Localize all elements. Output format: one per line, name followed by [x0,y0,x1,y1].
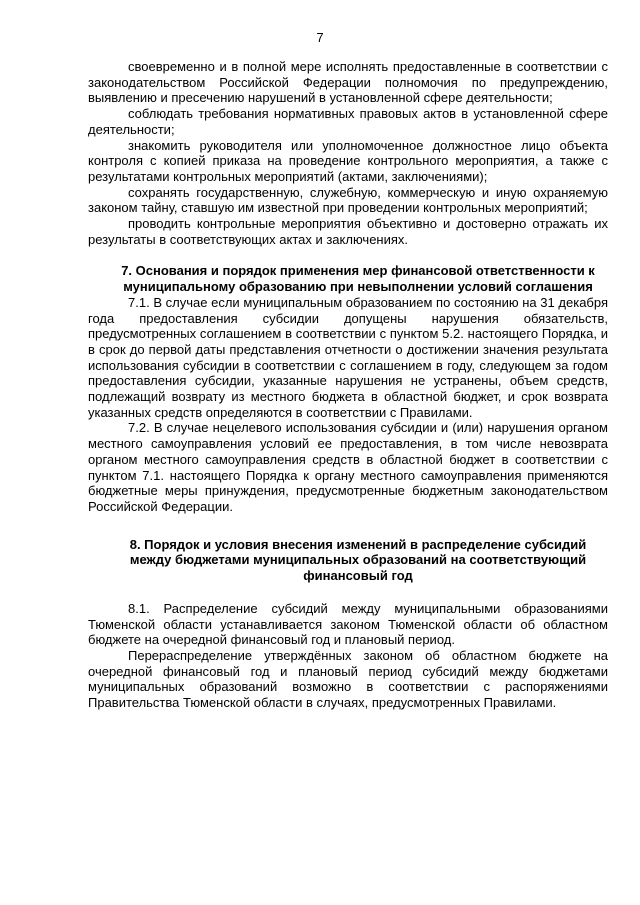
section-8-heading: 8. Порядок и условия внесения изменений в распределение субсидий между бюджетами муниципальных образований на соответствующий финансовый год [129,536,587,584]
list-item: проводить контрольные мероприятия объективно и достоверно отражать их результаты в соответствующих актах и заключениях. [88,216,608,247]
section-8-paragraph-1: 8.1. Распределение субсидий между муниципальными образованиями Тюменской области устанавливается законом Тюменской области об областном бюджете на очередной финансовый год и плановый период. [88,600,608,648]
section-8-paragraph-2: Перераспределение утверждённых законом об областном бюджете на очередной финансовый год и плановый период субсидий между бюджетами муниципальных образований возможно в соответствии с распоряжениями Правительства Тюменской области в случаях, предусмотренных Правилами. [88,647,608,711]
list-item: своевременно и в полной мере исполнять предоставленные в соответствии с законодательством Российской Федерации полномочия по предупреждению, выявлению и пресечению нарушений в установленной сфере деятельности; [88,59,608,106]
document-body [88,59,608,711]
section-7-paragraph-1: 7.1. В случае если муниципальным образованием по состоянию на 31 декабря года предоставления субсидии допущены нарушения обязательств, предусмотренных соглашением в соответствии с пунктом 5.2. настоящего Порядка, и в срок до первой даты представления отчетности о достижении значения результата использования субсидии в соответствии с соглашением в году, следующем за годом предоставления субсидии, указанные нарушения не устранены, объем средств, подлежащий возврату из местного бюджета в областной бюджет, и срок возврата указанных средств определяются в соответствии с Правилами. [88,294,608,420]
list-item: соблюдать требования нормативных правовых актов в установленной сфере деятельности; [88,106,608,137]
page-number: 7 [316,30,324,45]
section-7-paragraph-2: 7.2. В случае нецелевого использования субсидии и (или) нарушения органом местного самоуправления условий ее предоставления, в том числе невозврата органом местного самоуправления средств в областной бюджет в соответствии с пунктом 7.1. настоящего Порядка к органу местного самоуправления применяются бюджетные меры принуждения, предусмотренные бюджетным законодательством Российской Федерации. [88,420,608,514]
section-7-heading: 7. Основания и порядок применения мер финансовой ответственности к муниципальному образованию при невыполнении условий соглашения [121,263,595,295]
list-item: знакомить руководителя или уполномоченное должностное лицо объекта контроля с копией приказа на проведение контрольного мероприятия, а также с результатами контрольных мероприятий (актами, заключениями); [88,137,608,184]
list-item: сохранять государственную, служебную, коммерческую и иную охраняемую законом тайну, ставшую им известной при проведении контрольных мероприятий; [88,184,608,216]
